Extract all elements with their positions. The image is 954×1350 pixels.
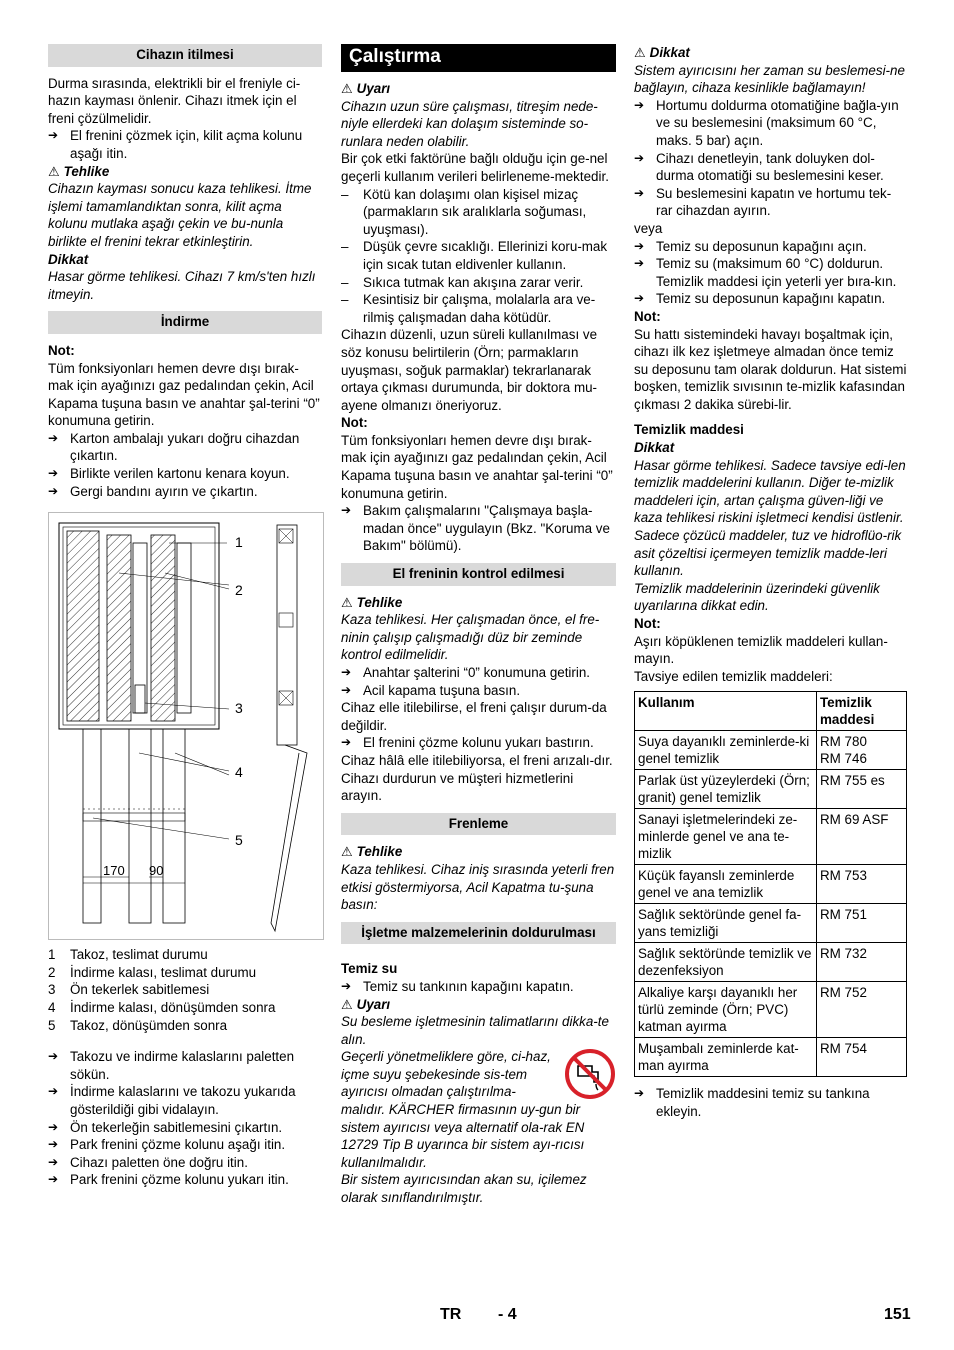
caution-text: Sistem ayırıcısını her zaman su beslemesi-ne bağlayın, cihaza kesinlikle bağlamayın! <box>634 62 905 96</box>
arrow-icon: ➔ <box>48 1172 59 1187</box>
legend-item: 4 İndirme kalası, dönüşümden sonra <box>48 1000 276 1016</box>
callout-2: 2 <box>235 582 243 599</box>
dash-item: – Kötü kan dolaşımı olan kişisel mizaç (parmakların sık aralıklarla soğuması, uyuşması). <box>341 186 587 237</box>
unloading-diagram <box>49 513 323 939</box>
warning-triangle-icon: ⚠ <box>48 163 60 179</box>
table-row: Küçük fayanslı zeminlerde genel ve ana temizlik RM 753 <box>635 865 907 904</box>
caution-text: Hasar görme tehlikesi. Sadece tavsiye edi-len temizlik maddelerini kullanın. Diğer te-mizlik maddeleri için, artan çalışma güven-liği ve kaza tehlikesi riskini işletmeci kendisi üstlenir. <box>634 457 906 526</box>
table-row: Sağlık sektöründe genel fa-yans temizliği RM 751 <box>635 904 907 943</box>
table-row: Suya dayanıklı zeminlerde-ki genel temizlik RM 780 RM 746 <box>635 731 907 770</box>
table-header: Kullanım <box>635 692 817 731</box>
arrow-icon: ➔ <box>634 1086 645 1101</box>
arrow-icon: ➔ <box>341 735 352 750</box>
note-label: Not: <box>341 415 368 431</box>
warning-text: Kaza tehlikesi. Cihaz iniş sırasında yeterli fren etkisi göstermiyorsa, Acil Kapatma tu-şuna basın: <box>341 861 615 913</box>
heading-frenleme: Frenleme <box>341 813 616 836</box>
table-row: Parlak üst yüzeylerdeki (Örn; granit) genel temizlik RM 755 es <box>635 770 907 809</box>
callout-1: 1 <box>235 534 243 551</box>
front-wheel-fixing <box>135 685 145 713</box>
arrow-icon: ➔ <box>48 1137 59 1152</box>
table-row: Sanayi işletmelerindeki ze-minlerde genel ve ana te-mizlik RM 69 ASF <box>635 809 907 865</box>
arrow-icon: ➔ <box>341 503 352 518</box>
warning-text: Cihazın uzun süre çalışması, titreşim nede-niyle ellerdeki kan dolaşım sisteminde so-runlara neden olabilir. <box>341 98 598 149</box>
warning-label: ⚠ Uyarı <box>341 996 391 1012</box>
step-item: ➔ Cihazı denetleyin, tank doluyken dol-durma otomatiği su beslemesini keser. <box>634 150 884 184</box>
step-item: ➔ Ön tekerleğin sabitlemesini çıkartın. <box>48 1119 283 1135</box>
arrow-icon: ➔ <box>341 978 352 993</box>
arrow-icon: ➔ <box>48 1119 59 1134</box>
step-item: ➔ Su beslemesini kapatın ve hortumu tek-rar cihazdan ayırın. <box>634 185 892 219</box>
paragraph: Durma sırasında, elektrikli bir el freniyle ci-hazın kayması önlenir. Cihazı itmek için el freni çözülmelidir. <box>48 75 301 126</box>
warning-text: Cihazın kayması sonucu kaza tehlikesi. İtme işlemi tamamlandıktan sonra, kilit açma kolunu mutlaka aşağı çekin ve bu-nunla birlikte el frenini tekrar etkinleştirin. <box>48 181 312 249</box>
step-item: ➔ Park frenini çözme kolunu yukarı itin. <box>48 1172 289 1188</box>
legend-item: 2 İndirme kalası, teslimat durumu <box>48 964 257 980</box>
warning-triangle-icon: ⚠ <box>634 45 646 60</box>
dimension-90: 90 <box>149 863 164 879</box>
footer-language: TR <box>440 1306 462 1323</box>
step-item: ➔ Gergi bandını ayırın ve çıkartın. <box>48 483 258 499</box>
step-item: ➔ Temiz su tankının kapağını kapatın. <box>341 978 574 994</box>
paragraph: Tavsiye edilen temizlik maddeleri: <box>634 668 833 684</box>
step-item: ➔ Temiz su deposunun kapağını kapatın. <box>634 291 886 307</box>
detergent-table <box>634 691 907 1077</box>
dash-item: – Kesintisiz bir çalışma, molalarla ara ve-rilmiş çalışmadan daha kötüdür. <box>341 292 596 325</box>
table-header-row <box>635 692 907 731</box>
note-text: Tüm fonksiyonları hemen devre dışı bırak-mak için ayağınızı gaz pedalından çekin, Acil Kapama tuşuna basın ve anahtar şal-terini “0” konumuna getirin. <box>48 360 320 429</box>
arrow-icon: ➔ <box>48 483 59 498</box>
warning-text: Su besleme işletmesinin talimatlarını dikka-te alın. <box>341 1014 609 1047</box>
warning-label: ⚠ Tehlike <box>341 844 403 860</box>
callout-3: 3 <box>235 700 243 717</box>
arrow-icon: ➔ <box>48 1049 59 1064</box>
step-item: ➔ El frenini çözme kolunu yukarı bastırın. <box>341 735 594 751</box>
step-item: ➔ Anahtar şalterini “0” konumuna getirin. <box>341 665 591 680</box>
arrow-icon: ➔ <box>341 682 352 697</box>
arrow-icon: ➔ <box>48 466 59 481</box>
dimension-170: 170 <box>103 863 125 879</box>
paragraph: Bir çok etki faktörüne bağlı olduğu için ge-nel geçerli kullanım verileri belirleneme-mektedir. <box>341 151 609 184</box>
paragraph: Cihaz hâlâ elle itilebiliyorsa, el freni arızalı-dır. Cihazı durdurun ve müşteri hizmetlerini arayın. <box>341 752 613 804</box>
heading-el-freni: El freninin kontrol edilmesi <box>341 563 616 586</box>
warning-triangle-icon: ⚠ <box>341 844 353 860</box>
footer-section: - 4 <box>498 1306 517 1323</box>
step-item: ➔ Takozu ve indirme kalaslarını paletten sökün. <box>48 1049 295 1082</box>
warning-text: Geçerli yönetmeliklere göre, ci-haz, içme suyu şebekesinde sis-tem ayırıcısı olmadan çalıştırılma-malıdır. KÄRCHER firmasının uy-gun bir sistem ayırıcısı veya alternatif ola-rak EN 12729 Tip B uyarınca bir sistem ayı-rıcısı kullanılmalıdır. <box>341 1049 585 1170</box>
arrow-icon: ➔ <box>48 430 59 445</box>
step-item: ➔ Acil kapama tuşuna basın. <box>341 682 521 698</box>
warning-label: ⚠ Uyarı <box>341 81 391 96</box>
paragraph: Cihazın düzenli, uzun süreli kullanılması ve söz konusu belirtilerin (Örn; parmakların uyuşması, soğuk parmaklar) tekrarlanarak ortaya çıkması durumunda, bir doktora mu-ayene olmanızı öneriyoruz. <box>341 327 598 413</box>
ramp-plank <box>107 535 131 721</box>
heading-indirme: İndirme <box>48 311 322 334</box>
paragraph: veya <box>634 220 663 236</box>
arrow-icon: ➔ <box>634 150 645 165</box>
warning-triangle-icon: ⚠ <box>341 996 353 1012</box>
wedge-block <box>67 531 99 721</box>
note-text: Tüm fonksiyonları hemen devre dışı bırak-mak için ayağınızı gaz pedalından çekin, Acil Kapama tuşuna basın ve anahtar şal-terini “0” konumuna getirin. <box>341 432 613 501</box>
note-label: Not: <box>634 616 661 631</box>
step-item: ➔ Karton ambalajı yukarı doğru cihazdan çıkartın. <box>48 430 300 464</box>
dash-item: – Düşük çevre sıcaklığı. Ellerinizi koru-mak için sıcak tutan eldivenler kullanın. <box>341 239 608 272</box>
step-item: ➔ Bakım çalışmalarını "Çalışmaya başla-madan önce" uygulayın (Bkz. "Koruma ve Bakım" bölümü). <box>341 503 610 554</box>
table-row: Sağlık sektöründe temizlik ve dezenfeksiyon RM 732 <box>635 943 907 982</box>
column-3 <box>634 44 907 1121</box>
subheading-temiz-su: Temiz su <box>341 961 398 977</box>
warning-text: Bir sistem ayırıcısından akan su, içilemez olarak sınıflandırılmıştır. <box>341 1172 587 1206</box>
column-1 <box>48 44 322 1189</box>
warning-text: Kaza tehlikesi. Her çalışmadan önce, el fre-ninin çalışıp çalışmadığı düz bir zeminde kontrol edilmelidir. <box>341 612 600 663</box>
callout-5: 5 <box>235 832 243 849</box>
arrow-icon: ➔ <box>634 238 645 253</box>
note-label: Not: <box>634 308 661 324</box>
step-item: ➔ Temizlik maddesini temiz su tankına ekleyin. <box>634 1086 870 1119</box>
step-item: ➔ İndirme kalaslarını ve takozu yukarıda gösterildiği gibi vidalayın. <box>48 1084 296 1117</box>
warning-label: ⚠ Tehlike <box>341 594 403 610</box>
step-item: ➔ El frenini çözmek için, kilit açma kolunu aşağı itin. <box>48 128 303 161</box>
step-item: ➔ Temiz su deposunun kapağını açın. <box>634 238 867 254</box>
paragraph: Cihaz elle itilebilirse, el freni çalışır durum-da değildir. <box>341 700 607 733</box>
arrow-icon: ➔ <box>634 256 645 271</box>
note-label: Not: <box>48 342 75 358</box>
warning-label: ⚠ Tehlike <box>48 163 110 179</box>
note-text: Aşırı köpüklenen temizlik maddeleri kullan-mayın. <box>634 633 888 667</box>
step-item: ➔ Temiz su (maksimum 60 °C) doldurun. Temizlik maddesi için yeterli yer bıra-kın. <box>634 256 897 289</box>
heading-isletme: İşletme malzemelerinin doldurulması <box>341 922 616 945</box>
caution-text: Sadece çözücü maddeler, tuz ve hidroflüo-rik asit çözeltisi içermeyen temizlik madde-leri kullanın. <box>634 528 902 579</box>
heading-itme: Cihazın itilmesi <box>48 44 322 67</box>
legend-item: 1 Takoz, teslimat durumu <box>48 947 208 963</box>
column-2 <box>341 44 616 1207</box>
caution-label: Dikkat <box>48 251 89 267</box>
arrow-icon: ➔ <box>634 97 645 112</box>
ramp-plank <box>151 535 175 721</box>
no-drinking-water-icon <box>564 1048 616 1100</box>
caution-label: Dikkat <box>634 440 675 456</box>
arrow-icon: ➔ <box>634 185 645 200</box>
table-row: Alkaliye karşı dayanıklı her türlü zeminde (Örn; PVC) katman ayırma RM 752 <box>635 982 907 1038</box>
footer-page-number: 151 <box>884 1306 911 1323</box>
caution-label: ⚠ Dikkat <box>634 45 690 60</box>
dash-item: – Sıkıca tutmak kan akışına zarar verir. <box>341 274 584 290</box>
warning-triangle-icon: ⚠ <box>341 81 353 96</box>
subheading-temizlik: Temizlik maddesi <box>634 422 744 438</box>
heading-calistirma: Çalıştırma <box>341 44 616 72</box>
arrow-icon: ➔ <box>48 1154 59 1169</box>
legend-item: 3 Ön tekerlek sabitlemesi <box>48 982 210 998</box>
arrow-icon: ➔ <box>634 291 645 306</box>
warning-block <box>341 1048 616 1171</box>
step-item: ➔ Park frenini çözme kolunu aşağı itin. <box>48 1137 286 1153</box>
legend-item: 5 Takoz, dönüşümden sonra <box>48 1017 228 1033</box>
note-text: Su hattı sistemindeki havayı boşaltmak için, cihazı ilk kez işletmeye almadan önce temiz su deposunu tam olarak doldurun. Hat sistemi boşken, temizlik sıvısının te-mizlik kafasından çıkması 2 dakika sürebi-lir. <box>634 326 907 412</box>
step-item: ➔ Hortumu doldurma otomatiğine bağla-yın ve su beslemesini (maksimum 60 °C, maks. 5 bar) açın. <box>634 97 899 148</box>
caution-text: Hasar görme tehlikesi. Cihazı 7 km/s'ten hızlı itmeyin. <box>48 269 316 302</box>
table-row: Muşambalı zeminlerde kat-man ayırma RM 754 <box>635 1038 907 1077</box>
table-header: Temizlik maddesi <box>817 692 907 731</box>
caution-text: Temizlik maddelerinin üzerindeki güvenlik uyarılarına dikkat edin. <box>634 580 880 614</box>
step-item: ➔ Birlikte verilen kartonu kenara koyun. <box>48 466 290 482</box>
arrow-icon: ➔ <box>341 665 352 679</box>
step-item: ➔ Cihazı paletten öne doğru itin. <box>48 1154 248 1170</box>
arrow-icon: ➔ <box>48 128 59 143</box>
warning-triangle-icon: ⚠ <box>341 594 353 610</box>
callout-4: 4 <box>235 764 243 781</box>
unloading-figure <box>48 512 324 940</box>
arrow-icon: ➔ <box>48 1084 59 1099</box>
